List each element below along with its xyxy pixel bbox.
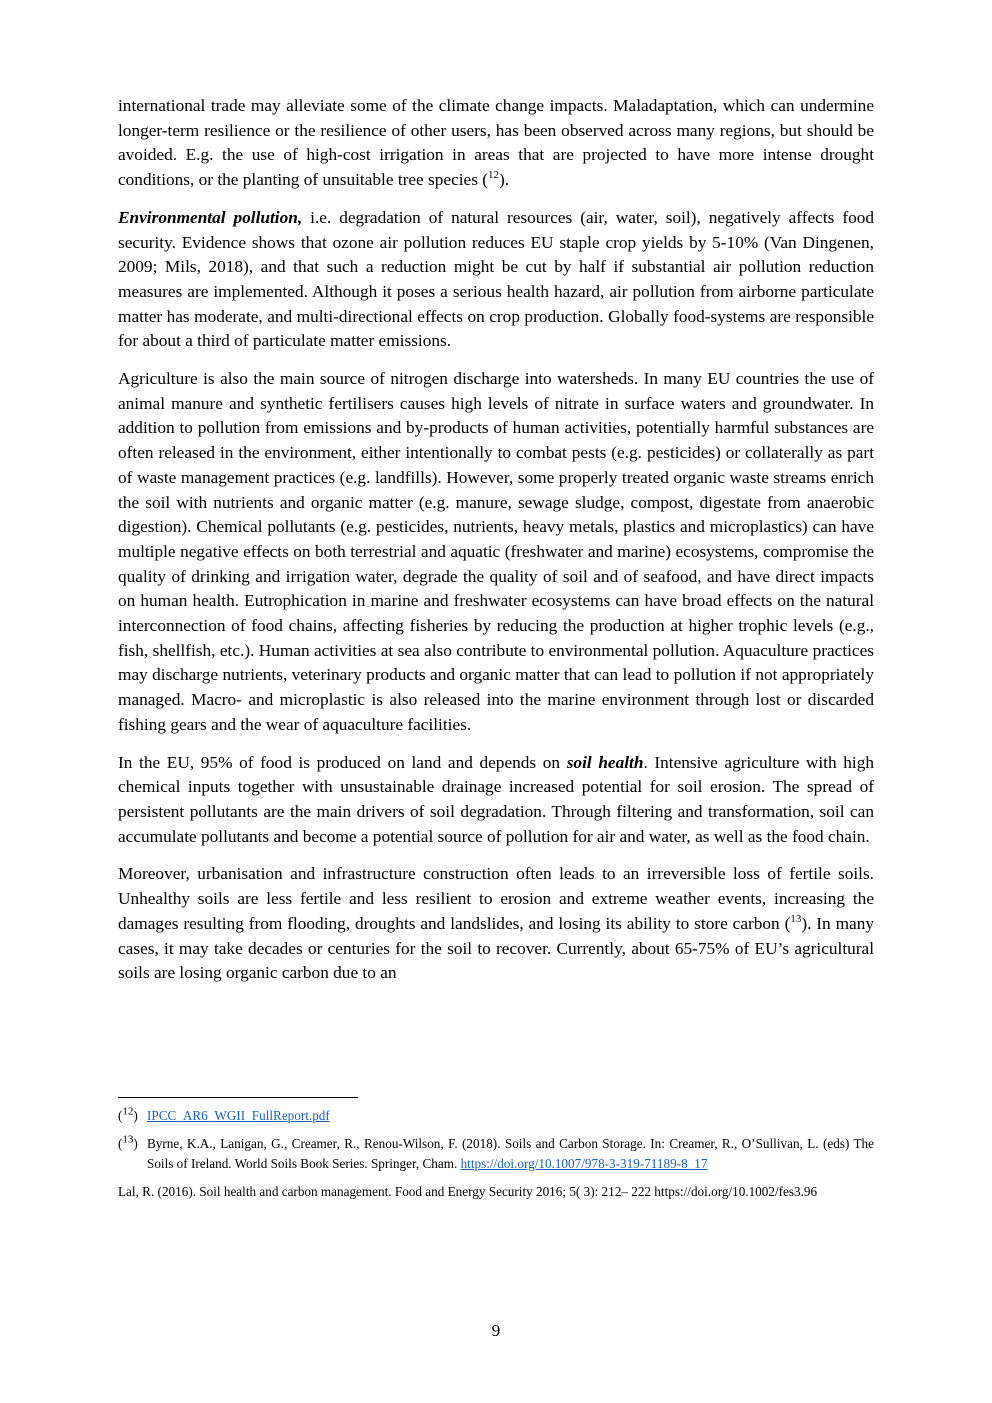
paragraph-text: i.e. degradation of natural resources (air, water, soil), negatively affects food security. Evidence shows that ozone air pollution reduces EU staple crop yields by 5-10% (Van Dingenen, 2009; Mils, 2018), and that such a reduction might be cut by half if substantial air pollution reduction measures are implemented. Although it poses a serious health hazard, air pollution from airborne particulate matter has moderate, and multi-directional effects on crop production. Globally food-systems are responsible for about a third of particulate matter emissions. xyxy=(118,207,874,351)
footnote-ref-13[interactable]: 13 xyxy=(790,913,802,926)
footnote-marker: ($^{13}$) xyxy=(118,1133,138,1151)
paragraph-text-tail: ). xyxy=(499,170,510,190)
main-text xyxy=(118,94,874,999)
paragraph-text: international trade may alleviate some of the climate change impacts. Maladaptation, which can undermine longer-term resilience or the resilience of other users, has been observed across many regions, but should be avoided. E.g. the use of high-cost irrigation in areas that are projected to have more intense drought conditions, or the planting of unsuitable tree species ( xyxy=(118,96,874,190)
ipcc-report-link[interactable]: IPCC_AR6_WGII_FullReport.pdf xyxy=(147,1108,330,1123)
footnote-text: Lal, R. (2016). Soil health and carbon management. Food and Energy Security 2016; 5( 3): 212– 222 https://doi.org/10.1002/fes3.96 xyxy=(118,1184,818,1199)
lead-term: Environmental pollution, xyxy=(118,207,303,227)
footnote-lal xyxy=(118,1182,874,1202)
footnote-12 xyxy=(118,1106,874,1126)
paragraph-agriculture-nitrogen xyxy=(118,367,874,738)
paragraph-text-tail: ). In many cases, it may take decades or centuries for the soil to recover. Currently, about 65-75% of EU’s agricultural soils are losing organic carbon due to an xyxy=(118,913,874,983)
page-number: 9 xyxy=(491,1321,501,1340)
paragraph-soil-health xyxy=(118,751,874,850)
footnote-ref-12[interactable]: 12 xyxy=(488,169,500,182)
doi-link[interactable]: https://doi.org/10.1007/978-3-319-71189-8_17 xyxy=(460,1156,708,1171)
footnote-separator xyxy=(118,1097,358,1098)
paragraph-urbanisation xyxy=(118,862,874,986)
paragraph-text: Agriculture is also the main source of nitrogen discharge into watersheds. In many EU countries the use of animal manure and synthetic fertilisers causes high levels of nitrate in surface waters and groundwater. In addition to pollution from emissions and by-products of human activities, potentially harmful substances are often released in the environment, either intentionally to combat pests (e.g. pesticides) or collaterally as part of waste management practices (e.g. landfills). However, some properly treated organic waste streams enrich the soil with nutrients and organic matter (e.g. manure, sewage sludge, compost, digestate from anaerobic digestion). Chemical pollutants (e.g. pesticides, nutrients, heavy metals, plastics and microplastics) can have multiple negative effects on both terrestrial and aquatic (freshwater and marine) ecosystems, compromise the quality of drinking and irrigation water, degrade the quality of soil and of seafood, and have direct impacts on human health. Eutrophication in marine and freshwater ecosystems can have broad effects on the natural interconnection of food chains, affecting fisheries by reducing the production at higher trophic levels (e.g., fish, shellfish, etc.). Human activities at sea also contribute to environmental pollution. Aquaculture practices may discharge nutrients, veterinary products and organic matter that can lead to pollution if not appropriately managed. Macro- and microplastic is also released into the marine environment through lost or discarded fishing gears and the wear of aquaculture facilities. xyxy=(118,369,874,734)
footnote-13 xyxy=(118,1134,874,1174)
emphasis-soil-health: soil health xyxy=(566,752,644,772)
paragraph-text-tail: . Intensive agriculture with high chemical inputs together with unsustainable drainage increased potential for soil erosion. The spread of persistent pollutants are the main drivers of soil degradation. Through filtering and transformation, soil can accumulate pollutants and become a potential source of pollution for air and water, as well as the food chain. xyxy=(118,752,874,846)
paragraph-text: In the EU, 95% of food is produced on land and depends on xyxy=(118,752,567,772)
footnote-text: Byrne, K.A., Lanigan, G., Creamer, R., Renou-Wilson, F. (2018). Soils and Carbon Storage. In: Creamer, R., O’Sullivan, L. (eds) The Soils of Ireland. World Soils Book Series. Springer, Cham. xyxy=(147,1136,874,1171)
paragraph-text: Moreover, urbanisation and infrastructure construction often leads to an irreversible loss of fertile soils. Unhealthy soils are less fertile and less resilient to erosion and extreme weather events, increasing the damages resulting from flooding, droughts and landslides, and losing its ability to store carbon ( xyxy=(118,864,874,933)
footnote-marker: ($^{12}$) xyxy=(118,1105,138,1123)
paragraph-maladaptation xyxy=(118,94,874,193)
paragraph-environmental-pollution xyxy=(118,206,874,354)
footnotes xyxy=(118,1106,874,1210)
